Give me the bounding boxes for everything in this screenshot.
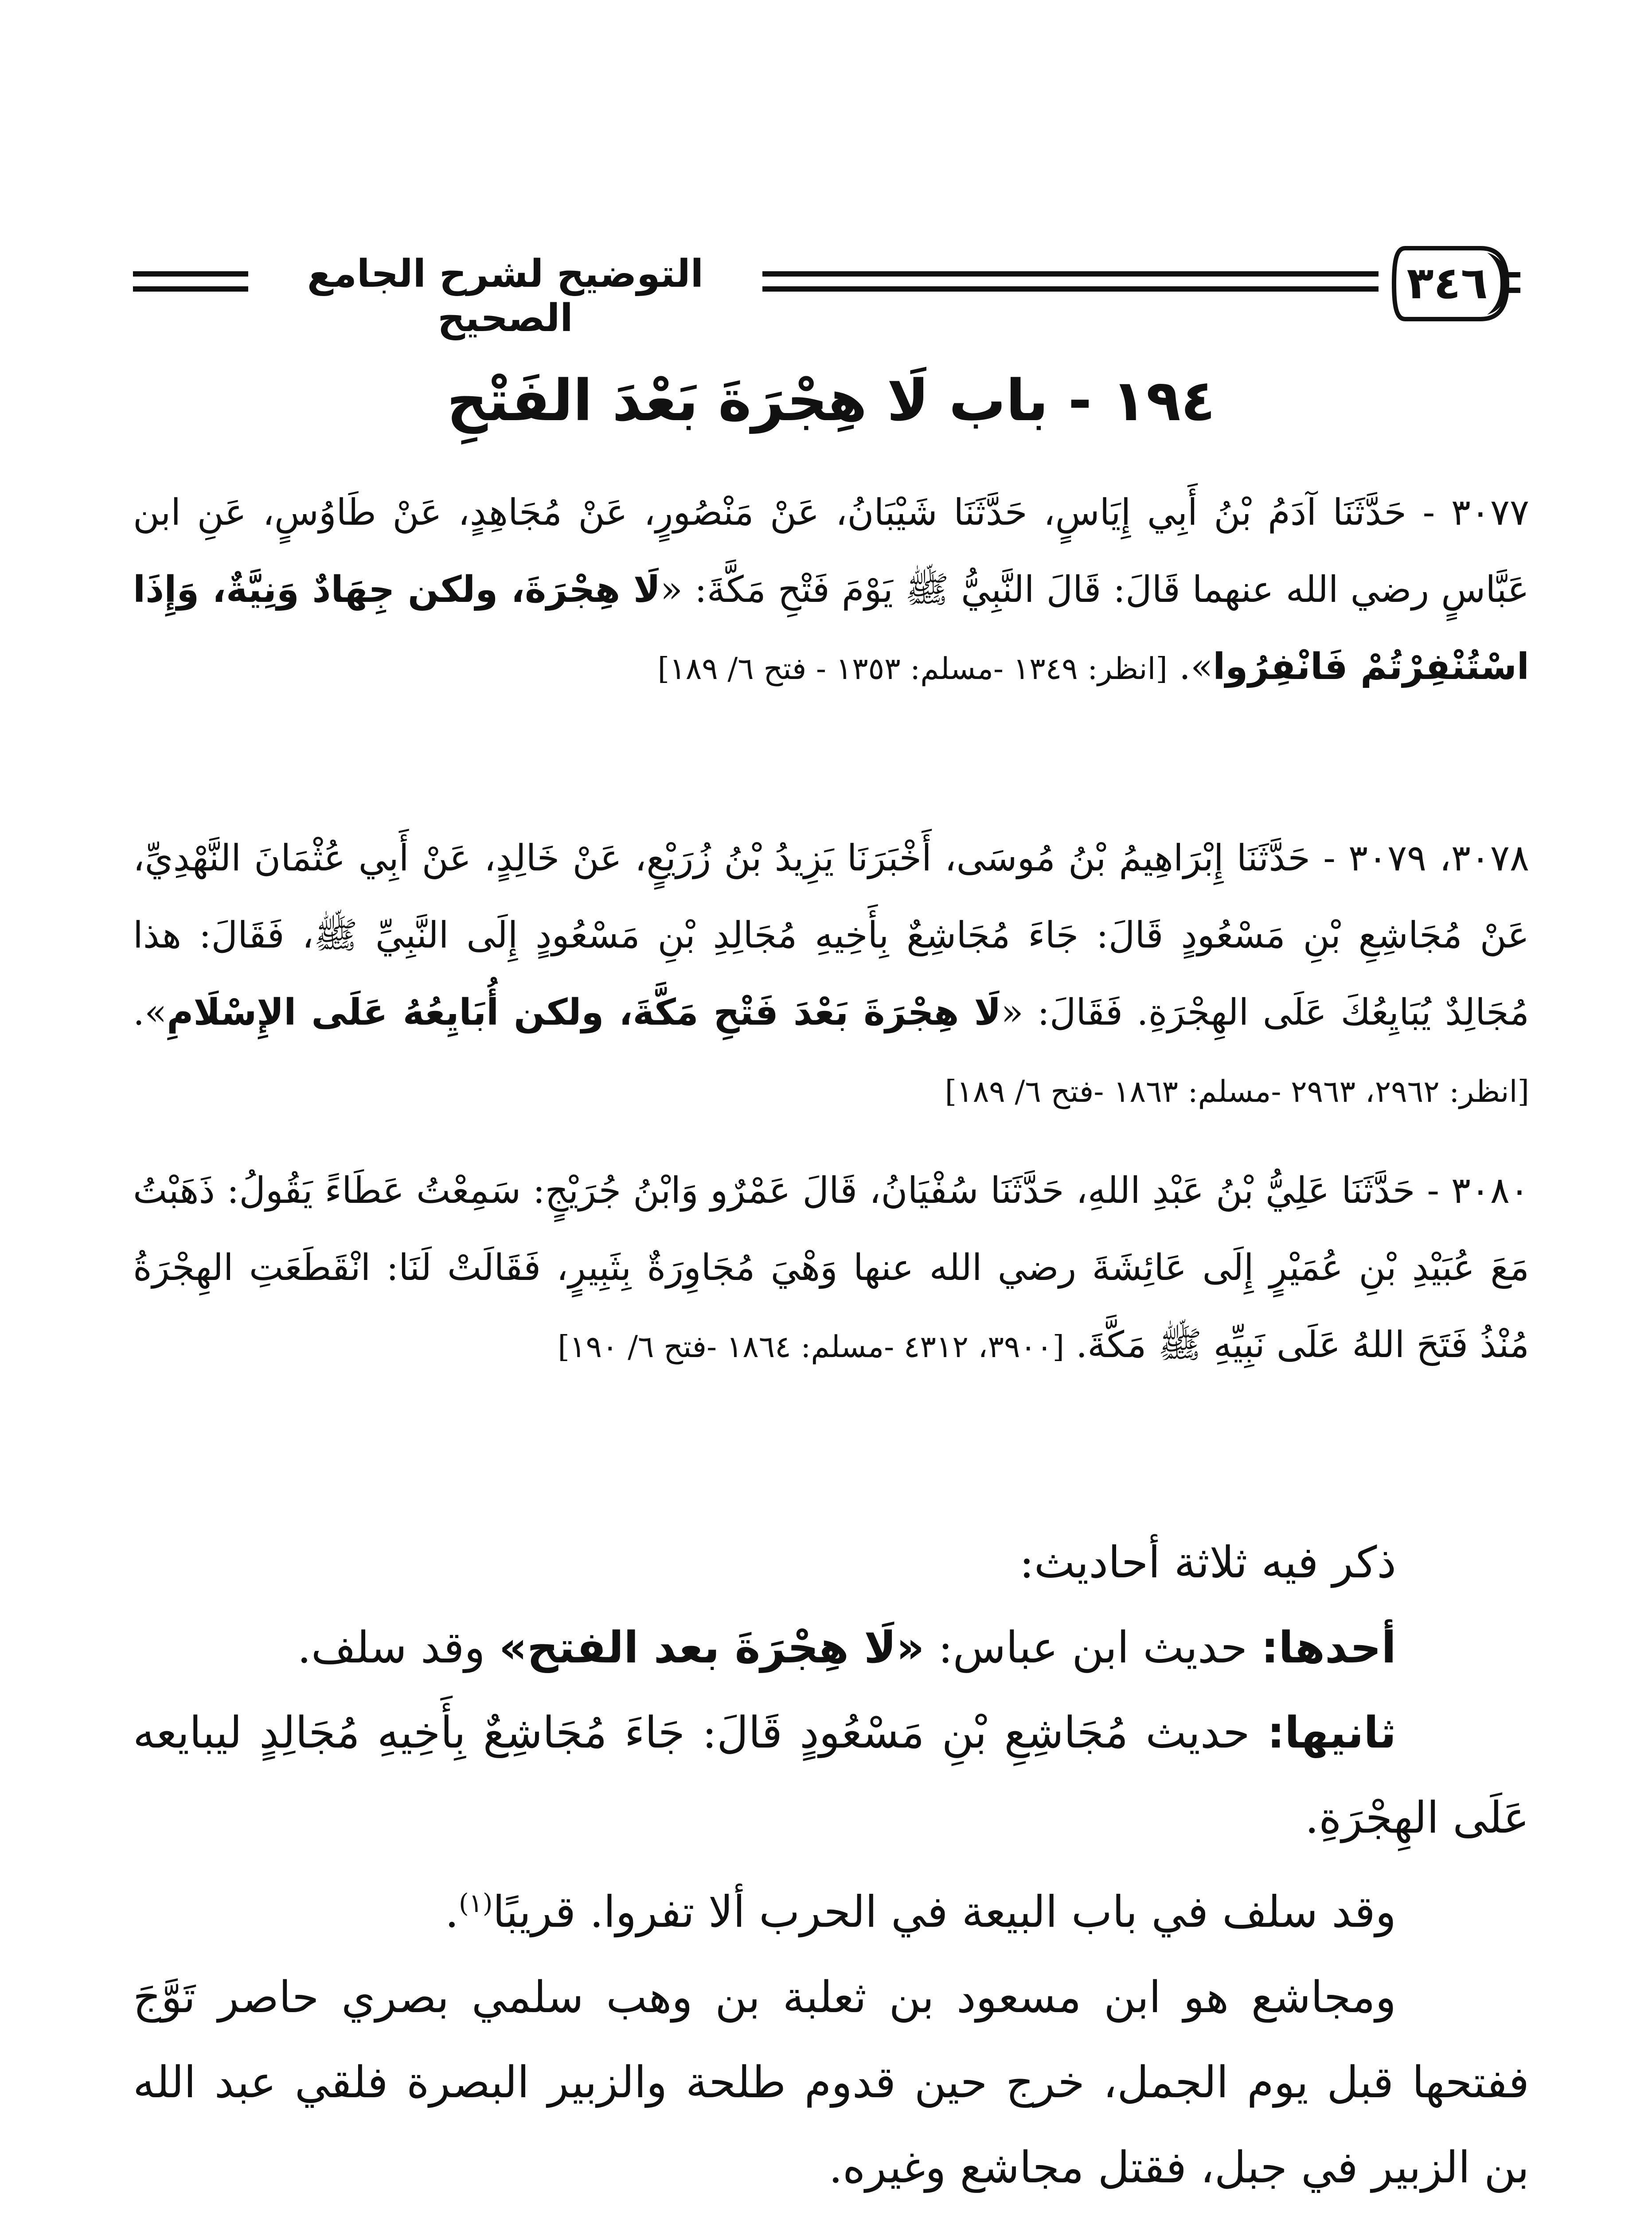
third-text: وقد سلف في باب البيعة في الحرب ألا تفروا. قريبًا bbox=[492, 1887, 1396, 1938]
hadith-reference: [٣٩٠٠، ٤٣١٢ -مسلم: ١٨٦٤ -فتح ٦/ ١٩٠] bbox=[558, 1330, 1065, 1365]
hadith-3077 bbox=[133, 474, 1529, 708]
page-number: ٣٤٦ bbox=[1406, 257, 1488, 309]
footnote-ref: (١) bbox=[459, 1888, 493, 1918]
hadith-text: ٣٠٧٨، ٣٠٧٩ - حَدَّثَنَا إِبْرَاهِيمُ بْنُ مُوسَى، أَخْبَرَنَا يَزِيدُ بْنُ زُرَيْعٍ، عَنْ خَالِدٍ، عَنْ أَبِي عُثْمَانَ النَّهْدِيِّ، عَنْ مُجَاشِعِ بْنِ مَسْعُودٍ قَالَ: جَاءَ مُجَاشِعٌ بِأَخِيهِ مُجَالِدِ بْنِ مَسْعُودٍ إِلَى النَّبِيِّ ﷺ، فَقَالَ: هذا مُجَالِدٌ يُبَايِعُكَ عَلَى الهِجْرَةِ. فَقَالَ: « bbox=[133, 837, 1529, 1034]
chapter-heading: ١٩٤ - باب لَا هِجْرَةَ بَعْدَ الفَتْحِ bbox=[447, 368, 1215, 434]
header-book-title: التوضيح لشرح الجامع الصحيح bbox=[307, 252, 704, 340]
commentary-second bbox=[133, 1690, 1529, 1861]
hadith-matn-bold: لَا هِجْرَةَ، ولكن جِهَادٌ وَنِيَّةٌ، وَإِذَا اسْتُنْفِرْتُمْ فَانْفِرُوا bbox=[133, 569, 1529, 688]
hadith-text: ٣٠٨٠ - حَدَّثَنَا عَلِيُّ بْنُ عَبْدِ اللهِ، حَدَّثَنَا سُفْيَانُ، قَالَ عَمْرٌو وَابْنُ جُرَيْجٍ: سَمِعْتُ عَطَاءً يَقُولُ: ذَهَبْتُ مَعَ عُبَيْدِ بْنِ عُمَيْرٍ إِلَى عَائِشَةَ رضي الله عنها وَهْيَ مُجَاوِرَةٌ بِثَبِيرٍ، فَقَالَتْ لَنَا: انْقَطَعَتِ الهِجْرَةُ مُنْذُ فَتَحَ اللهُ عَلَى نَبِيِّهِ ﷺ مَكَّةَ. bbox=[133, 1170, 1529, 1366]
first-label: أحدها: bbox=[1261, 1623, 1396, 1673]
first-text-end: وقد سلف. bbox=[297, 1623, 499, 1673]
hadith-text-end: ». bbox=[133, 991, 167, 1034]
second-text: حديث مُجَاشِعِ بْنِ مَسْعُودٍ قَالَ: جَاءَ مُجَاشِعٌ بِأَخِيهِ مُجَالِدٍ ليبايعه عَلَى الهِجْرَةِ. bbox=[133, 1708, 1529, 1843]
commentary-first bbox=[133, 1605, 1529, 1690]
hadith-text-end: ». bbox=[1179, 646, 1213, 688]
commentary-third bbox=[133, 1861, 1529, 1955]
first-text: حديث ابن عباس: bbox=[924, 1623, 1261, 1673]
second-label: ثانيها: bbox=[1267, 1708, 1396, 1758]
hadith-matn-bold: لَا هِجْرَةَ بَعْدَ فَتْحِ مَكَّةَ، ولكن أُبَايِعُهُ عَلَى الإِسْلَامِ bbox=[167, 991, 1001, 1034]
commentary bbox=[133, 1520, 1529, 2210]
third-text-end: . bbox=[445, 1887, 459, 1938]
header-rule-left bbox=[133, 271, 248, 301]
hadith-3080 bbox=[133, 1152, 1529, 1386]
hadith-text: ٣٠٧٧ - حَدَّثَنَا آدَمُ بْنُ أَبِي إِيَاسٍ، حَدَّثَنَا شَيْبَانُ، عَنْ مَنْصُورٍ، عَنْ مُجَاهِدٍ، عَنْ طَاوُسٍ، عَنِ ابن عَبَّاسٍ رضي الله عنهما قَالَ: قَالَ النَّبِيُّ ﷺ يَوْمَ فَتْحِ مَكَّةَ: « bbox=[133, 492, 1529, 611]
commentary-fourth: ومجاشع هو ابن مسعود بن ثعلبة بن وهب سلمي بصري حاصر تَوَّجَ ففتحها قبل يوم الجمل، خرج حين قدوم طلحة والزبير البصرة فلقي عبد الله بن الزبير في جبل، فقتل مجاشع وغيره. bbox=[133, 1972, 1529, 2193]
hadith-3078-3079 bbox=[133, 820, 1529, 1131]
first-quote-bold: «لَا هِجْرَةَ بعد الفتح» bbox=[499, 1623, 925, 1673]
running-header bbox=[133, 239, 1529, 341]
hadith-reference: [انظر: ٢٩٦٢، ٢٩٦٣ -مسلم: ١٨٦٣ -فتح ٦/ ١٨٩] bbox=[945, 1074, 1529, 1109]
header-rule-middle bbox=[762, 271, 1379, 301]
hadith-reference: [انظر: ١٣٤٩ -مسلم: ١٣٥٣ - فتح ٦/ ١٨٩] bbox=[657, 652, 1168, 687]
page-number-badge bbox=[1387, 239, 1520, 328]
commentary-intro: ذكر فيه ثلاثة أحاديث: bbox=[1019, 1537, 1396, 1588]
